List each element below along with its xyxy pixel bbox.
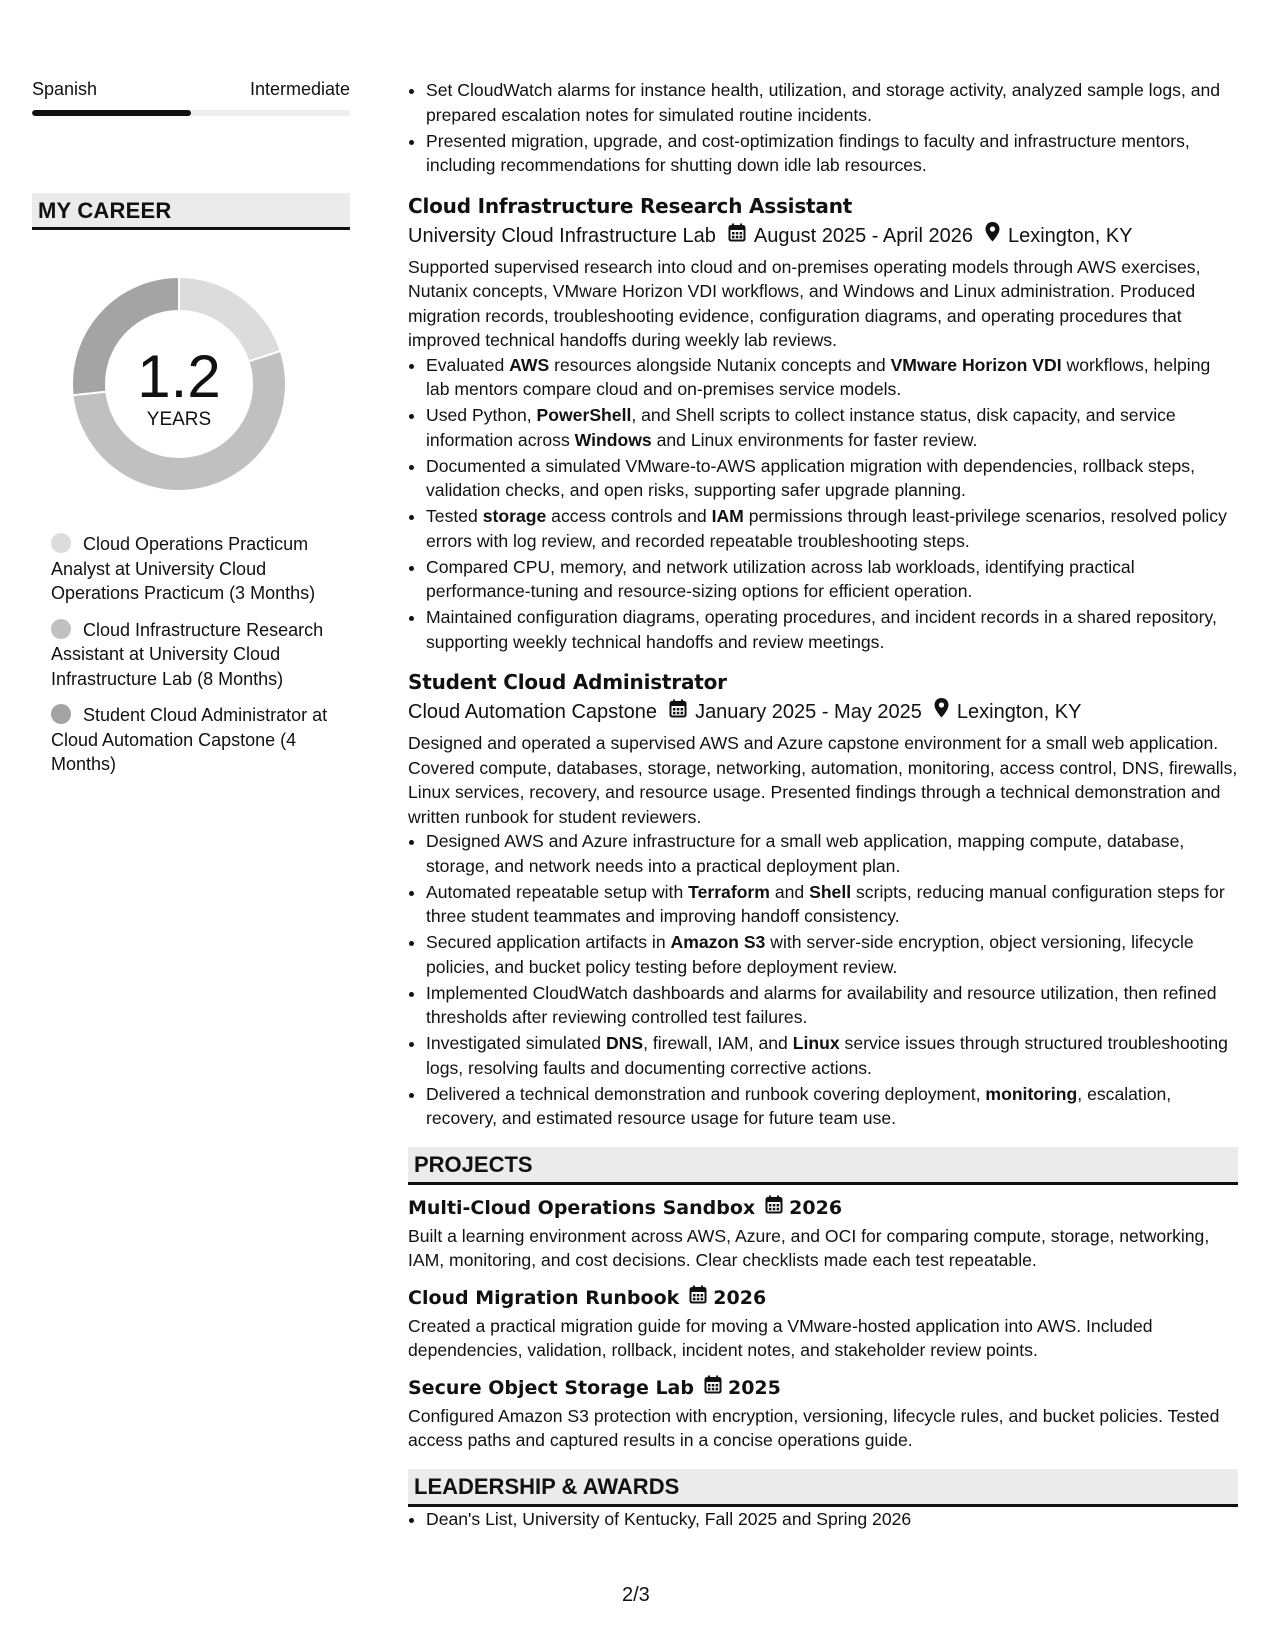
awards-list [408, 1507, 1238, 1532]
language-proficiency-bar [32, 110, 350, 116]
project-year: 2026 [713, 1286, 767, 1309]
sidebar [32, 78, 350, 789]
page-number: 2/3 [622, 1584, 650, 1606]
bullet-item: • Maintained configuration diagrams, operating procedures, and incident records in a shared repository, supporting weekly technical handoffs and review meetings. [426, 605, 1238, 654]
job-description: Supported supervised research into cloud and on-premises operating models through AWS exercises, Nutanix concepts, VMware Horizon VDI workflows, and Windows and Linux administration. Produced migration records, troubleshooting evidence, configuration diagrams, and operating procedures that improved technical handoffs during weekly lab reviews. [408, 256, 1201, 350]
bullet-item: • Designed AWS and Azure infrastructure for a small web application, mapping compute, database, storage, and network needs into a practical deployment plan. [426, 829, 1238, 878]
job-entry [408, 668, 1238, 1131]
bullet-item: • Set CloudWatch alarms for instance health, utilization, and storage activity, analyzed sample logs, and prepared escalation notes for simulated routine incidents. [426, 78, 1238, 127]
calendar-icon [669, 698, 687, 726]
main-content [408, 78, 1238, 1533]
legend-dot-icon [51, 704, 71, 724]
career-donut-chart [66, 271, 292, 497]
job-dates: January 2025 - May 2025 [695, 701, 922, 723]
project-title: Cloud Migration Runbook [408, 1286, 680, 1309]
calendar-icon [704, 1375, 722, 1401]
project-entry [408, 1285, 1238, 1363]
project-title: Secure Object Storage Lab [408, 1376, 694, 1399]
calendar-icon [728, 222, 746, 250]
project-title-row [408, 1375, 1238, 1401]
projects-header: PROJECTS [408, 1147, 1238, 1185]
map-pin-icon [934, 698, 949, 726]
career-header: MY CAREER [32, 193, 350, 230]
project-year: 2025 [727, 1376, 781, 1399]
career-legend-item [51, 618, 336, 692]
job-org: University Cloud Infrastructure Lab [408, 224, 716, 247]
language-name: Spanish [32, 79, 98, 99]
career-legend-item [51, 532, 336, 606]
job-title: Student Cloud Administrator [408, 670, 727, 694]
map-pin-icon [985, 222, 1000, 250]
bullet-item: • Presented migration, upgrade, and cost-optimization findings to faculty and infrastructure mentors, including recommendations for shutting down idle lab resources. [426, 129, 1238, 178]
language-level: Intermediate [249, 79, 350, 99]
career-total-value: 1.2 [137, 343, 221, 410]
job-bullets [408, 829, 1238, 1131]
project-entry [408, 1195, 1238, 1273]
calendar-icon [765, 1195, 783, 1221]
career-legend-text: Cloud Operations Practicum Analyst at University Cloud Operations Practicum (3 Months) [51, 534, 316, 603]
project-entry [408, 1375, 1238, 1453]
bullet-item: • Secured application artifacts in Amazon S3 with server-side encryption, object versioning, lifecycle policies, and bucket policy testing before deployment review. [426, 930, 1238, 979]
job-description: Designed and operated a supervised AWS and Azure capstone environment for a small web application. Covered compute, databases, storage, networking, automation, monitoring, access control, DNS, firewalls, Linux services, recovery, and resource usage. Presented findings through a technical demonstration and written runbook for student reviewers. [408, 733, 1238, 827]
job-org: Cloud Automation Capstone [408, 701, 658, 723]
bullet-item: • Investigated simulated DNS, firewall, IAM, and Linux service issues through structured troubleshooting logs, resolving faults and documenting corrective actions. [426, 1031, 1238, 1080]
project-description: Built a learning environment across AWS, Azure, and OCI for comparing compute, storage, networking, IAM, monitoring, and cost decisions. Clear checklists made each test repeatable. [408, 1225, 1210, 1270]
project-year: 2026 [789, 1196, 843, 1219]
bullet-item: • Automated repeatable setup with Terraform and Shell scripts, reducing manual configuration steps for three student teammates and improving handoff consistency. [426, 880, 1238, 929]
calendar-icon [689, 1285, 707, 1311]
bullet-item: • Implemented CloudWatch dashboards and alarms for availability and resource utilization, then refined thresholds after reviewing controlled test failures. [426, 981, 1238, 1030]
career-total-unit: YEARS [146, 409, 212, 430]
language-entry [32, 78, 350, 116]
language-proficiency-fill [32, 110, 191, 116]
project-title: Multi-Cloud Operations Sandbox [408, 1196, 756, 1219]
project-description: Configured Amazon S3 protection with encryption, versioning, lifecycle rules, and bucket policies. Tested access paths and captured results in a concise operations guide. [408, 1405, 1220, 1450]
job-location: Lexington, KY [1007, 224, 1133, 247]
bullet-item: • Delivered a technical demonstration and runbook covering deployment, monitoring, escalation, recovery, and estimated resource usage for future team use. [426, 1082, 1238, 1131]
job-meta [408, 698, 1238, 726]
job-bullets [408, 353, 1238, 655]
bullet-item: • Compared CPU, memory, and network utilization across lab workloads, identifying practical performance-tuning and resource-sizing options for efficient operation. [426, 555, 1238, 604]
language-row [32, 78, 350, 100]
project-title-row [408, 1195, 1238, 1221]
job-title: Cloud Infrastructure Research Assistant [408, 193, 853, 218]
award-item: • Dean's List, University of Kentucky, Fall 2025 and Spring 2026 [426, 1507, 1238, 1532]
legend-dot-icon [51, 533, 71, 553]
career-total [66, 271, 292, 497]
job-location: Lexington, KY [956, 701, 1082, 723]
previous-job-bullets [408, 78, 1238, 178]
bullet-item: • Documented a simulated VMware-to-AWS application migration with dependencies, rollback steps, validation checks, and open risks, supporting safer upgrade planning. [426, 454, 1238, 503]
career-legend-text: Student Cloud Administrator at Cloud Automation Capstone (4 Months) [51, 705, 328, 774]
career-legend [32, 532, 336, 777]
bullet-item: • Evaluated AWS resources alongside Nutanix concepts and VMware Horizon VDI workflows, helping lab mentors compare cloud and on-premises service models. [426, 353, 1238, 402]
bullet-item: • Used Python, PowerShell, and Shell scripts to collect instance status, disk capacity, and service information across Windows and Linux environments for faster review. [426, 403, 1238, 452]
awards-header: LEADERSHIP & AWARDS [408, 1469, 1238, 1507]
job-dates: August 2025 - April 2026 [753, 224, 973, 247]
career-legend-item [51, 703, 336, 777]
project-description: Created a practical migration guide for moving a VMware-hosted application into AWS. Included dependencies, validation, rollback, incident notes, and stakeholder review points. [408, 1315, 1153, 1360]
project-title-row [408, 1285, 1238, 1311]
legend-dot-icon [51, 619, 71, 639]
job-meta [408, 222, 1238, 250]
bullet-item: • Tested storage access controls and IAM permissions through least-privilege scenarios, resolved policy errors with log review, and recorded repeatable troubleshooting steps. [426, 504, 1238, 553]
job-entry [408, 192, 1238, 655]
career-legend-text: Cloud Infrastructure Research Assistant at University Cloud Infrastructure Lab (8 Months) [51, 619, 324, 689]
